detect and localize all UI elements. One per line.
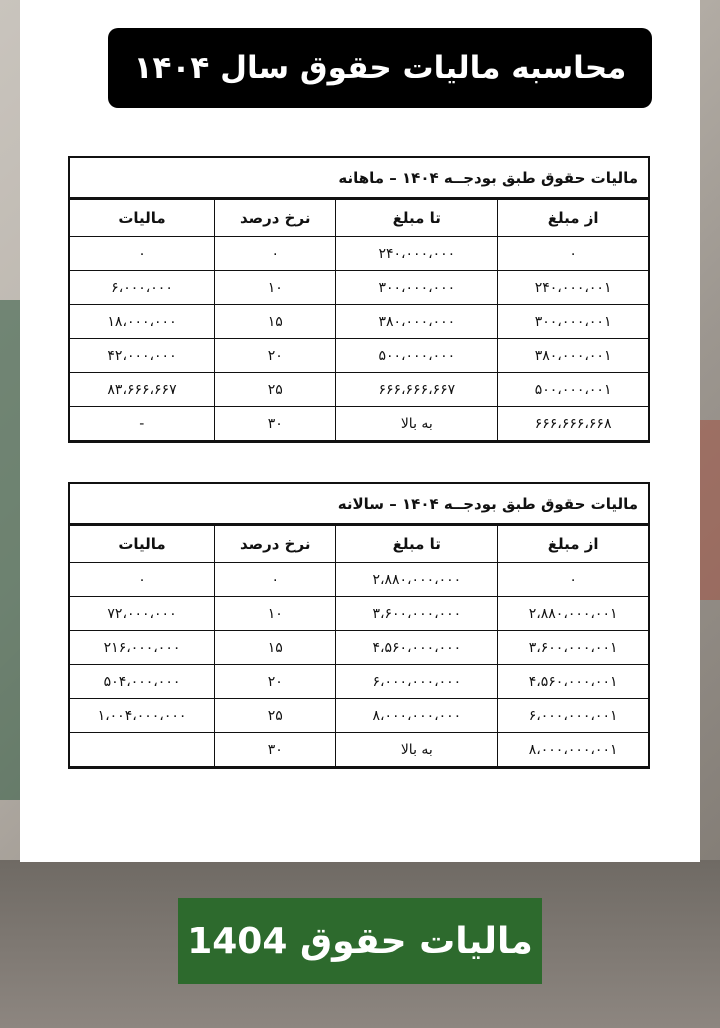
table-header-row xyxy=(70,526,648,563)
table-row xyxy=(70,665,648,699)
col-from-header: از مبلغ xyxy=(498,200,648,237)
cell-tax: ۸۳،۶۶۶،۶۶۷ xyxy=(70,373,215,407)
col-tax-header: مالیات xyxy=(70,200,215,237)
table-row xyxy=(70,339,648,373)
table-row xyxy=(70,699,648,733)
cell-tax: ۱۸،۰۰۰،۰۰۰ xyxy=(70,305,215,339)
cell-rate: ۱۵ xyxy=(215,305,336,339)
cell-from: ۶۶۶،۶۶۶،۶۶۸ xyxy=(498,407,648,441)
cell-from: ۵۰۰،۰۰۰،۰۰۱ xyxy=(498,373,648,407)
table-row xyxy=(70,237,648,271)
cell-tax: ۰ xyxy=(70,237,215,271)
cell-from: ۴،۵۶۰،۰۰۰،۰۰۱ xyxy=(498,665,648,699)
cell-to: به بالا xyxy=(336,733,498,767)
table-row xyxy=(70,271,648,305)
cell-to: ۴،۵۶۰،۰۰۰،۰۰۰ xyxy=(336,631,498,665)
cell-to: ۶،۰۰۰،۰۰۰،۰۰۰ xyxy=(336,665,498,699)
cell-from: ۶،۰۰۰،۰۰۰،۰۰۱ xyxy=(498,699,648,733)
cell-rate: ۱۰ xyxy=(215,271,336,305)
table-row xyxy=(70,373,648,407)
cell-rate: ۰ xyxy=(215,237,336,271)
monthly-table-grid xyxy=(70,199,648,441)
cell-to: ۳۰۰،۰۰۰،۰۰۰ xyxy=(336,271,498,305)
table-row xyxy=(70,733,648,767)
cell-from: ۲۴۰،۰۰۰،۰۰۱ xyxy=(498,271,648,305)
col-rate-header: نرخ درصد xyxy=(215,200,336,237)
cell-tax: ۵۰۴،۰۰۰،۰۰۰ xyxy=(70,665,215,699)
yearly-tax-table xyxy=(68,482,650,769)
col-tax-header: مالیات xyxy=(70,526,215,563)
cell-to: ۸،۰۰۰،۰۰۰،۰۰۰ xyxy=(336,699,498,733)
monthly-table-heading: مالیات حقوق طبق بودجــه ۱۴۰۴ – ماهانه xyxy=(70,158,648,199)
cell-rate: ۱۵ xyxy=(215,631,336,665)
cell-rate: ۰ xyxy=(215,563,336,597)
bottom-banner: مالیات حقوق 1404 xyxy=(178,898,542,984)
table-row xyxy=(70,407,648,441)
cell-tax: ۱،۰۰۴،۰۰۰،۰۰۰ xyxy=(70,699,215,733)
cell-tax: ۰ xyxy=(70,563,215,597)
col-rate-header: نرخ درصد xyxy=(215,526,336,563)
cell-from: ۲،۸۸۰،۰۰۰،۰۰۱ xyxy=(498,597,648,631)
cell-to: ۳،۶۰۰،۰۰۰،۰۰۰ xyxy=(336,597,498,631)
col-from-header: از مبلغ xyxy=(498,526,648,563)
cell-tax xyxy=(70,733,215,767)
cell-rate: ۲۰ xyxy=(215,665,336,699)
col-to-header: تا مبلغ xyxy=(336,200,498,237)
cell-to: ۲۴۰،۰۰۰،۰۰۰ xyxy=(336,237,498,271)
cell-tax: ۶،۰۰۰،۰۰۰ xyxy=(70,271,215,305)
cell-from: ۰ xyxy=(498,563,648,597)
cell-tax: ۲۱۶،۰۰۰،۰۰۰ xyxy=(70,631,215,665)
cell-rate: ۲۵ xyxy=(215,699,336,733)
table-row xyxy=(70,631,648,665)
cell-from: ۸،۰۰۰،۰۰۰،۰۰۱ xyxy=(498,733,648,767)
cell-rate: ۱۰ xyxy=(215,597,336,631)
yearly-table-grid xyxy=(70,525,648,767)
cell-from: ۳۰۰،۰۰۰،۰۰۱ xyxy=(498,305,648,339)
cell-to: به بالا xyxy=(336,407,498,441)
table-row xyxy=(70,563,648,597)
content-card xyxy=(20,0,700,862)
page-title: محاسبه مالیات حقوق سال ۱۴۰۴ xyxy=(108,28,652,108)
yearly-table-heading: مالیات حقوق طبق بودجــه ۱۴۰۴ – سالانه xyxy=(70,484,648,525)
cell-to: ۲،۸۸۰،۰۰۰،۰۰۰ xyxy=(336,563,498,597)
cell-to: ۶۶۶،۶۶۶،۶۶۷ xyxy=(336,373,498,407)
cell-rate: ۳۰ xyxy=(215,407,336,441)
table-row xyxy=(70,597,648,631)
cell-from: ۳،۶۰۰،۰۰۰،۰۰۱ xyxy=(498,631,648,665)
cell-to: ۵۰۰،۰۰۰،۰۰۰ xyxy=(336,339,498,373)
table-header-row xyxy=(70,200,648,237)
cell-tax: - xyxy=(70,407,215,441)
cell-from: ۰ xyxy=(498,237,648,271)
cell-rate: ۲۵ xyxy=(215,373,336,407)
col-to-header: تا مبلغ xyxy=(336,526,498,563)
cell-rate: ۲۰ xyxy=(215,339,336,373)
cell-tax: ۷۲،۰۰۰،۰۰۰ xyxy=(70,597,215,631)
cell-tax: ۴۲،۰۰۰،۰۰۰ xyxy=(70,339,215,373)
cell-to: ۳۸۰،۰۰۰،۰۰۰ xyxy=(336,305,498,339)
cell-rate: ۳۰ xyxy=(215,733,336,767)
cell-from: ۳۸۰،۰۰۰،۰۰۱ xyxy=(498,339,648,373)
table-row xyxy=(70,305,648,339)
monthly-tax-table xyxy=(68,156,650,443)
